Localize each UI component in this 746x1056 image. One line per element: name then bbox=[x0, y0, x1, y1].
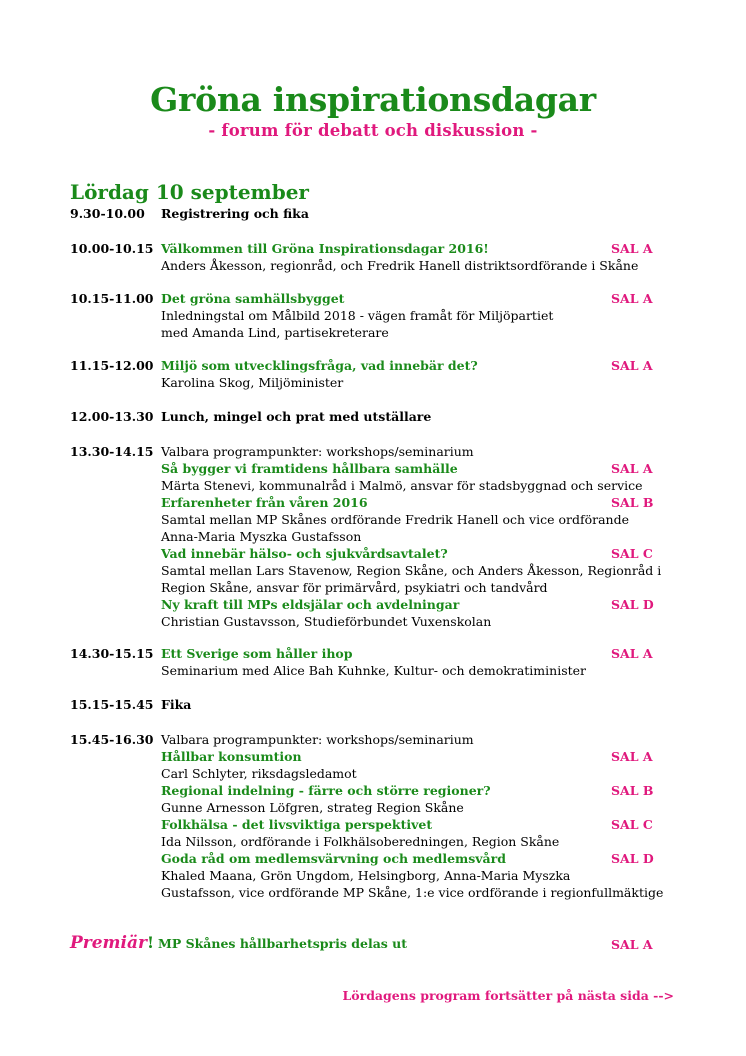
premiere-word: Premiär bbox=[70, 933, 147, 953]
session-description: Märta Stenevi, kommunalråd i Malmö, ansvar för stadsbyggnad och service bbox=[161, 478, 643, 493]
page-title: Gröna inspirationsdagar bbox=[150, 80, 596, 119]
room-label: SAL A bbox=[611, 291, 653, 306]
premiere-text: MP Skånes hållbarhetspris delas ut bbox=[158, 936, 408, 951]
item-title: Registrering och fika bbox=[161, 206, 309, 221]
premiere-line bbox=[70, 933, 407, 953]
session-description: Anna-Maria Myszka Gustafsson bbox=[161, 529, 362, 544]
item-intro: Valbara programpunkter: workshops/seminarium bbox=[161, 444, 474, 459]
session-description: Samtal mellan MP Skånes ordförande Fredrik Hanell och vice ordförande bbox=[161, 512, 630, 527]
session-description: Samtal mellan Lars Stavenow, Region Skåne, och Anders Åkesson, Regionråd i bbox=[161, 563, 662, 578]
session-description: Gustafsson, vice ordförande MP Skåne, 1:e vice ordförande i regionfullmäktige bbox=[161, 885, 664, 900]
item-title: Fika bbox=[161, 697, 192, 712]
day-heading: Lördag 10 september bbox=[70, 180, 309, 204]
session-description: Gunne Arnesson Löfgren, strateg Region Skåne bbox=[161, 800, 464, 815]
session-title: Så bygger vi framtidens hållbara samhälle bbox=[161, 461, 458, 476]
item-time: 10.00-10.15 bbox=[70, 241, 154, 256]
item-description: Inledningstal om Målbild 2018 - vägen framåt för Miljöpartiet bbox=[161, 308, 554, 323]
item-title: Lunch, mingel och prat med utställare bbox=[161, 409, 432, 424]
continuation-note: Lördagens program fortsätter på nästa sida --> bbox=[342, 988, 674, 1003]
item-time: 15.45-16.30 bbox=[70, 732, 154, 747]
item-description: Seminarium med Alice Bah Kuhnke, Kultur- och demokratiminister bbox=[161, 663, 586, 678]
session-description: Ida Nilsson, ordförande i Folkhälsoberedningen, Region Skåne bbox=[161, 834, 560, 849]
session-title: Vad innebär hälso- och sjukvårdsavtalet? bbox=[161, 546, 448, 561]
session-description: Carl Schlyter, riksdagsledamot bbox=[161, 766, 357, 781]
item-time: 11.15-12.00 bbox=[70, 358, 154, 373]
room-label: SAL B bbox=[611, 495, 654, 510]
premiere-exclamation: ! bbox=[146, 933, 155, 952]
room-label: SAL A bbox=[611, 937, 653, 952]
item-time: 12.00-13.30 bbox=[70, 409, 154, 424]
session-title: Erfarenheter från våren 2016 bbox=[161, 495, 368, 510]
session-description: Khaled Maana, Grön Ungdom, Helsingborg, Anna-Maria Myszka bbox=[161, 868, 571, 883]
room-label: SAL B bbox=[611, 783, 654, 798]
session-title: Folkhälsa - det livsviktiga perspektivet bbox=[161, 817, 433, 832]
session-title: Goda råd om medlemsvärvning och medlemsvård bbox=[161, 851, 506, 866]
room-label: SAL A bbox=[611, 461, 653, 476]
item-description: Anders Åkesson, regionråd, och Fredrik Hanell distriktsordförande i Skåne bbox=[161, 258, 639, 273]
room-label: SAL A bbox=[611, 241, 653, 256]
room-label: SAL D bbox=[611, 597, 654, 612]
session-description: Region Skåne, ansvar för primärvård, psykiatri och tandvård bbox=[161, 580, 548, 595]
item-description: med Amanda Lind, partisekreterare bbox=[161, 325, 389, 340]
item-title: Välkommen till Gröna Inspirationsdagar 2016! bbox=[161, 241, 489, 256]
item-title: Miljö som utvecklingsfråga, vad innebär det? bbox=[161, 358, 478, 373]
item-time: 14.30-15.15 bbox=[70, 646, 154, 661]
room-label: SAL A bbox=[611, 358, 653, 373]
room-label: SAL C bbox=[611, 546, 653, 561]
session-title: Ny kraft till MPs eldsjälar och avdelningar bbox=[161, 597, 460, 612]
item-title: Det gröna samhällsbygget bbox=[161, 291, 345, 306]
room-label: SAL A bbox=[611, 749, 653, 764]
room-label: SAL D bbox=[611, 851, 654, 866]
room-label: SAL A bbox=[611, 646, 653, 661]
item-description: Karolina Skog, Miljöminister bbox=[161, 375, 344, 390]
item-time: 13.30-14.15 bbox=[70, 444, 154, 459]
item-time: 15.15-15.45 bbox=[70, 697, 154, 712]
item-title: Ett Sverige som håller ihop bbox=[161, 646, 353, 661]
item-intro: Valbara programpunkter: workshops/seminarium bbox=[161, 732, 474, 747]
session-title: Regional indelning - färre och större regioner? bbox=[161, 783, 491, 798]
page-subtitle: - forum för debatt och diskussion - bbox=[208, 121, 538, 140]
item-time: 10.15-11.00 bbox=[70, 291, 154, 306]
session-description: Christian Gustavsson, Studieförbundet Vuxenskolan bbox=[161, 614, 492, 629]
item-time: 9.30-10.00 bbox=[70, 206, 145, 221]
room-label: SAL C bbox=[611, 817, 653, 832]
session-title: Hållbar konsumtion bbox=[161, 749, 302, 764]
